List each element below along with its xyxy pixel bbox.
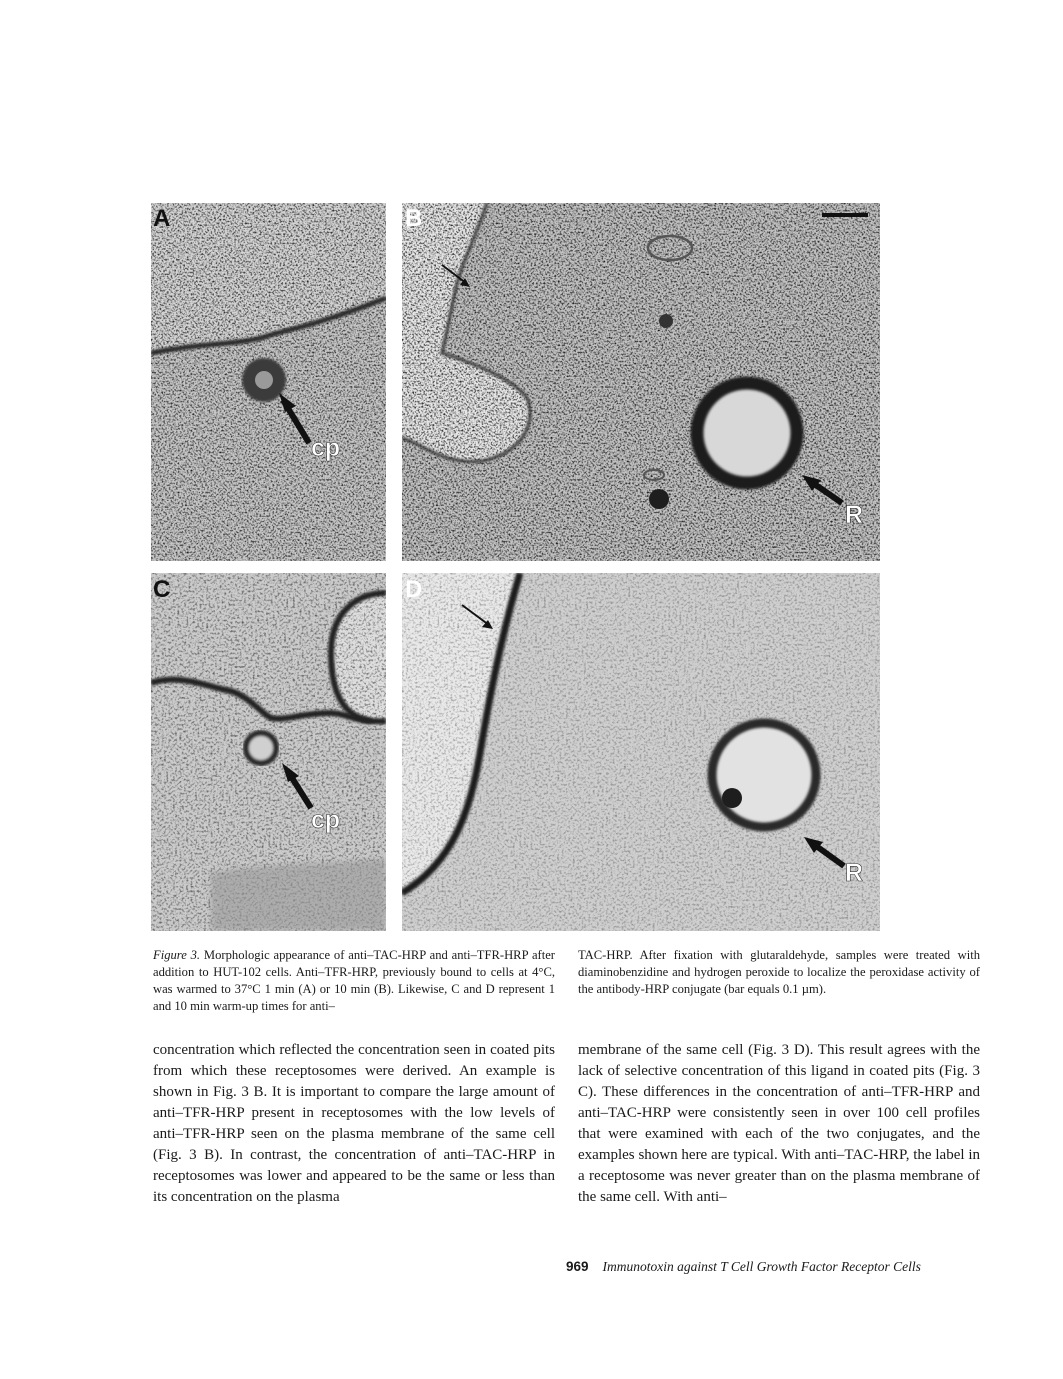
micrograph-panel-b <box>402 203 880 561</box>
panel-label-c: C <box>153 576 171 603</box>
micrograph-panel-c <box>151 573 386 931</box>
figure-caption-text: Morphologic appearance of anti–TAC-HRP and anti–TFR-HRP after addition to HUT-102 cells. Anti–TFR-HRP, previously bound to cells at 4°C, was warmed to 37°C 1 min (A) or 10 min (B). Likewise, C and D represent 1 and 10 min warm-up times for anti– <box>153 948 556 1013</box>
running-head: Immunotoxin against T Cell Growth Factor Receptor Cells <box>602 1259 921 1274</box>
panel-a-annotation: cp <box>311 434 341 462</box>
panel-label-a: A <box>153 205 171 232</box>
panel-c-annotation: cp <box>311 806 341 834</box>
body-text-left-column: concentration which reflected the concentration seen in coated pits from which these receptosomes were derived. An example is shown in Fig. 3 B. It is important to compare the large amount of anti–TFR-HRP present in receptosomes with the low levels of anti–TFR-HRP seen on the plasma membrane of the same cell (Fig. 3 B). In contrast, the concentration of anti–TAC-HRP in receptosomes was lower and appeared to be the same or less than its concentration on the plasma <box>153 1042 555 1205</box>
figure-caption-right: TAC-HRP. After fixation with glutaraldehyde, samples were treated with diaminobenzidine and hydrogen peroxide to localize the peroxidase activity of the antibody-HRP conjugate (bar equals 0.1 µm). <box>578 948 980 996</box>
page-number: 969 <box>566 1259 589 1274</box>
figure-label: Figure 3. <box>153 948 201 962</box>
micrograph-panel-a <box>151 203 386 561</box>
panel-b-annotation: R <box>845 501 864 529</box>
micrograph-panel-d <box>402 573 880 931</box>
panel-label-d: D <box>405 576 423 603</box>
panel-d-annotation: R <box>845 859 864 887</box>
panel-label-b: B <box>405 205 423 232</box>
body-text-right-column: membrane of the same cell (Fig. 3 D). This result agrees with the lack of selective concentration of this ligand in coated pits (Fig. 3 C). These differences in the concentration of anti–TFR-HRP and anti–TAC-HRP were consistently seen in over 100 cell profiles that were examined with each of the two conjugates, and the examples shown here are typical. With anti–TAC-HRP, the label in a receptosome was never greater than on the plasma membrane of the same cell. With anti– <box>578 1042 980 1205</box>
page-footer <box>566 1259 921 1275</box>
figure-caption-left <box>153 947 555 1015</box>
